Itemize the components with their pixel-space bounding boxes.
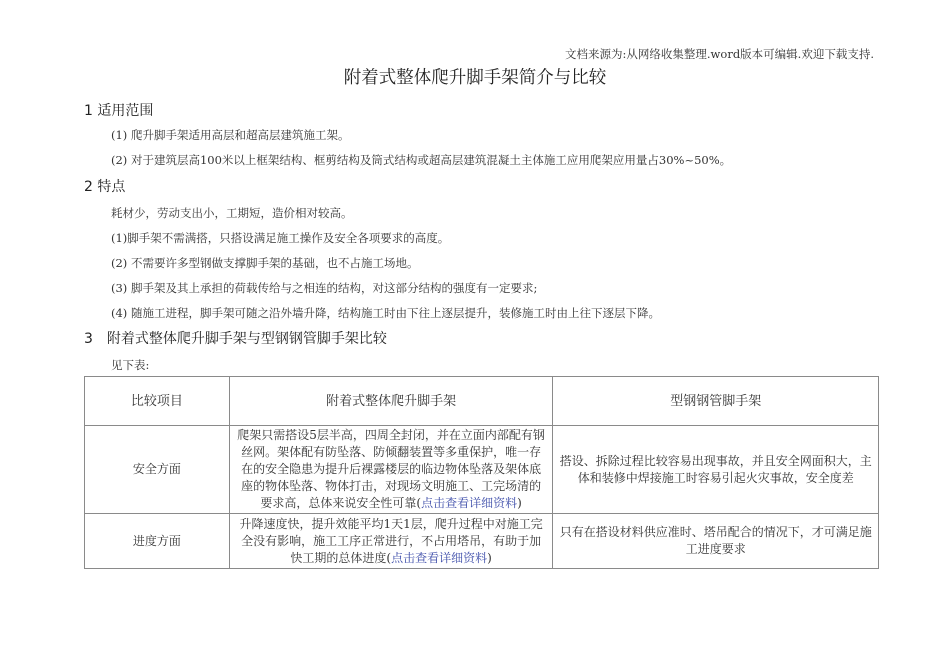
table-row [85,426,879,514]
paragraph: (1) 爬升脚手架适用高层和超高层建筑施工架。 [111,128,350,142]
table-cell-steel: 只有在搭设材料供应准时、塔吊配合的情况下，才可满足施工进度要求 [553,514,879,569]
comparison-table [84,376,879,569]
section-heading-1: 1 适用范围 [84,103,154,119]
table-header-cell: 比较项目 [85,377,230,426]
section-heading-2: 2 特点 [84,179,126,195]
table-header-cell: 附着式整体爬升脚手架 [229,377,553,426]
table-cell-item: 安全方面 [85,426,230,514]
cell-text: 爬架只需搭设5层半高，四周全封闭，并在立面内部配有钢丝网。架体配有防坠落、防倾翻装置等多重保护，唯一存在的安全隐患为提升后裸露楼层的临边物体坠落及架体底座的物体坠落、物体打击，对现场文明施工、工完场清的要求高，总体来说安全性可靠( [237,428,545,510]
paragraph: (3) 脚手架及其上承担的荷载传给与之相连的结构，对这部分结构的强度有一定要求; [111,281,538,295]
detail-link[interactable]: 点击查看详细资料 [421,496,518,510]
table-cell-climb [229,514,553,569]
table-row [85,514,879,569]
document-title: 附着式整体爬升脚手架简介与比较 [343,68,607,88]
paragraph: (2) 对于建筑层高100米以上框架结构、框剪结构及筒式结构或超高层建筑混凝土主体施工应用爬架应用量占30%~50%。 [111,153,732,167]
cell-text-end: ) [487,550,492,565]
source-note: 文档来源为:从网络收集整理.word版本可编辑.欢迎下载支持. [565,47,874,61]
paragraph: 耗材少，劳动支出小，工期短，造价相对较高。 [111,206,353,220]
paragraph: (2) 不需要许多型钢做支撑脚手架的基础，也不占施工场地。 [111,256,419,270]
table-header-cell: 型钢钢管脚手架 [553,377,879,426]
section-heading-3: 3 附着式整体爬升脚手架与型钢钢管脚手架比较 [84,331,387,347]
table-cell-item: 进度方面 [85,514,230,569]
paragraph: (1)脚手架不需满搭，只搭设满足施工操作及安全各项要求的高度。 [111,231,450,245]
paragraph: 见下表: [111,358,150,372]
cell-text: 升降速度快，提升效能平均1天1层，爬升过程中对施工完全没有影响，施工工序正常进行，不占用塔吊，有助于加快工期的总体进度( [239,516,543,565]
table-cell-steel: 搭设、拆除过程比较容易出现事故，并且安全网面积大，主体和装修中焊接施工时容易引起火灾事故，安全度差 [553,426,879,514]
table-cell-climb [229,426,553,514]
cell-text-end: ) [517,496,522,510]
detail-link[interactable]: 点击查看详细资料 [391,550,488,565]
table-header-row [85,377,879,426]
paragraph: (4) 随施工进程，脚手架可随之沿外墙升降，结构施工时由下往上逐层提升，装修施工时由上往下逐层下降。 [111,306,660,320]
